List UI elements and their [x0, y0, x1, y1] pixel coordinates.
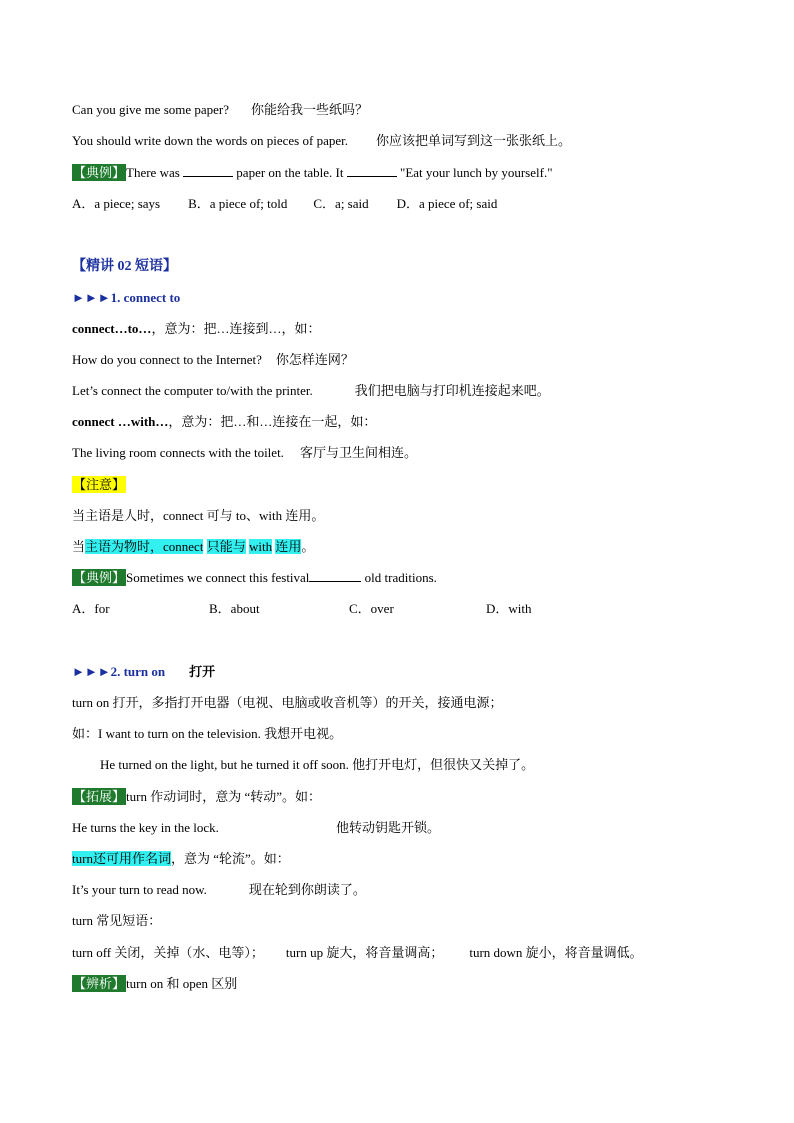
comparison-line: 【辨析】turn on 和 open 区别: [73, 976, 238, 991]
answer-blank: [309, 569, 361, 582]
example-sentence: It’s your turn to read now. 现在轮到你朗读了。: [72, 882, 366, 897]
exercise-options: A．a piece; says B．a piece of; told C．a; said D．a piece of; said: [72, 196, 498, 211]
section-title: 【精讲 02 短语】: [72, 259, 177, 274]
exercise-question: 【典例】Sometimes we connect this festival old traditions.: [73, 570, 437, 585]
exercise-options: A．for B．about C．over D．with: [72, 601, 532, 616]
note-tag: 【注意】: [73, 477, 126, 492]
answer-blank: [183, 164, 233, 177]
example-sentence: How do you connect to the Internet? 你怎样连网？: [72, 352, 354, 367]
note-line: 当主语是人时，connect 可与 to、with 连用。: [72, 508, 325, 523]
example-sentence: 如：I want to turn on the television. 我想开电视。: [72, 726, 343, 741]
example-sentence: Let’s connect the computer to/with the printer. 我们把电脑与打印机连接起来吧。: [72, 383, 550, 398]
highlight: turn: [72, 851, 93, 866]
extension-tag: 【拓展】: [73, 789, 126, 804]
extension-line: 【拓展】turn 作动词时，意为 “转动”。如：: [73, 789, 321, 804]
note-heading: [72, 475, 126, 495]
explanation-line: turn on 打开，多指打开电器（电视、电脑或收音机等）的开关，接通电源；: [72, 695, 503, 710]
example-sentence: You should write down the words on pieces of paper. 你应该把单词写到这一张张纸上。: [72, 133, 571, 148]
point-title: ►►►2. turn on 打开: [72, 664, 216, 679]
highlight: 主语为物时，connect: [85, 539, 204, 554]
highlight: 还可用作名词: [92, 851, 171, 866]
example-sentence: The living room connects with the toilet. 客厅与卫生间相连。: [72, 445, 417, 460]
example-sentence: He turned on the light, but he turned it off soon. 他打开电灯，但很快又关掉了。: [100, 757, 535, 772]
comparison-tag: 【辨析】: [73, 976, 126, 991]
example-sentence: Can you give me some paper? 你能给我一些纸吗？: [72, 102, 369, 117]
answer-blank: [347, 164, 397, 177]
example-tag: 【典例】: [73, 165, 126, 180]
note-line: 当主语为物时，connect 只能与 with 连用。: [72, 539, 315, 554]
explanation-line: connect …with…，意为：把…和…连接在一起，如：: [72, 414, 377, 429]
example-tag: 【典例】: [73, 570, 126, 585]
explanation-line: turn还可用作名词，意为 “轮流”。如：: [72, 851, 290, 866]
phrase-list: turn off 关闭，关掉（水、电等）； turn up 旋大，将音量调高； turn down 旋小，将音量调低。: [72, 945, 643, 960]
highlight: with: [248, 539, 273, 554]
exercise-question: 【典例】There was paper on the table. It "Eat your lunch by yourself.": [73, 165, 553, 180]
explanation-line: connect…to…，意为：把…连接到…，如：: [72, 321, 321, 336]
explanation-line: turn 常见短语：: [72, 913, 162, 928]
highlight: 只能与: [206, 539, 246, 554]
point-title: ►►►1. connect to: [72, 290, 181, 305]
example-sentence: He turns the key in the lock. 他转动钥匙开锁。: [72, 820, 441, 835]
highlight: 连用: [275, 539, 302, 554]
